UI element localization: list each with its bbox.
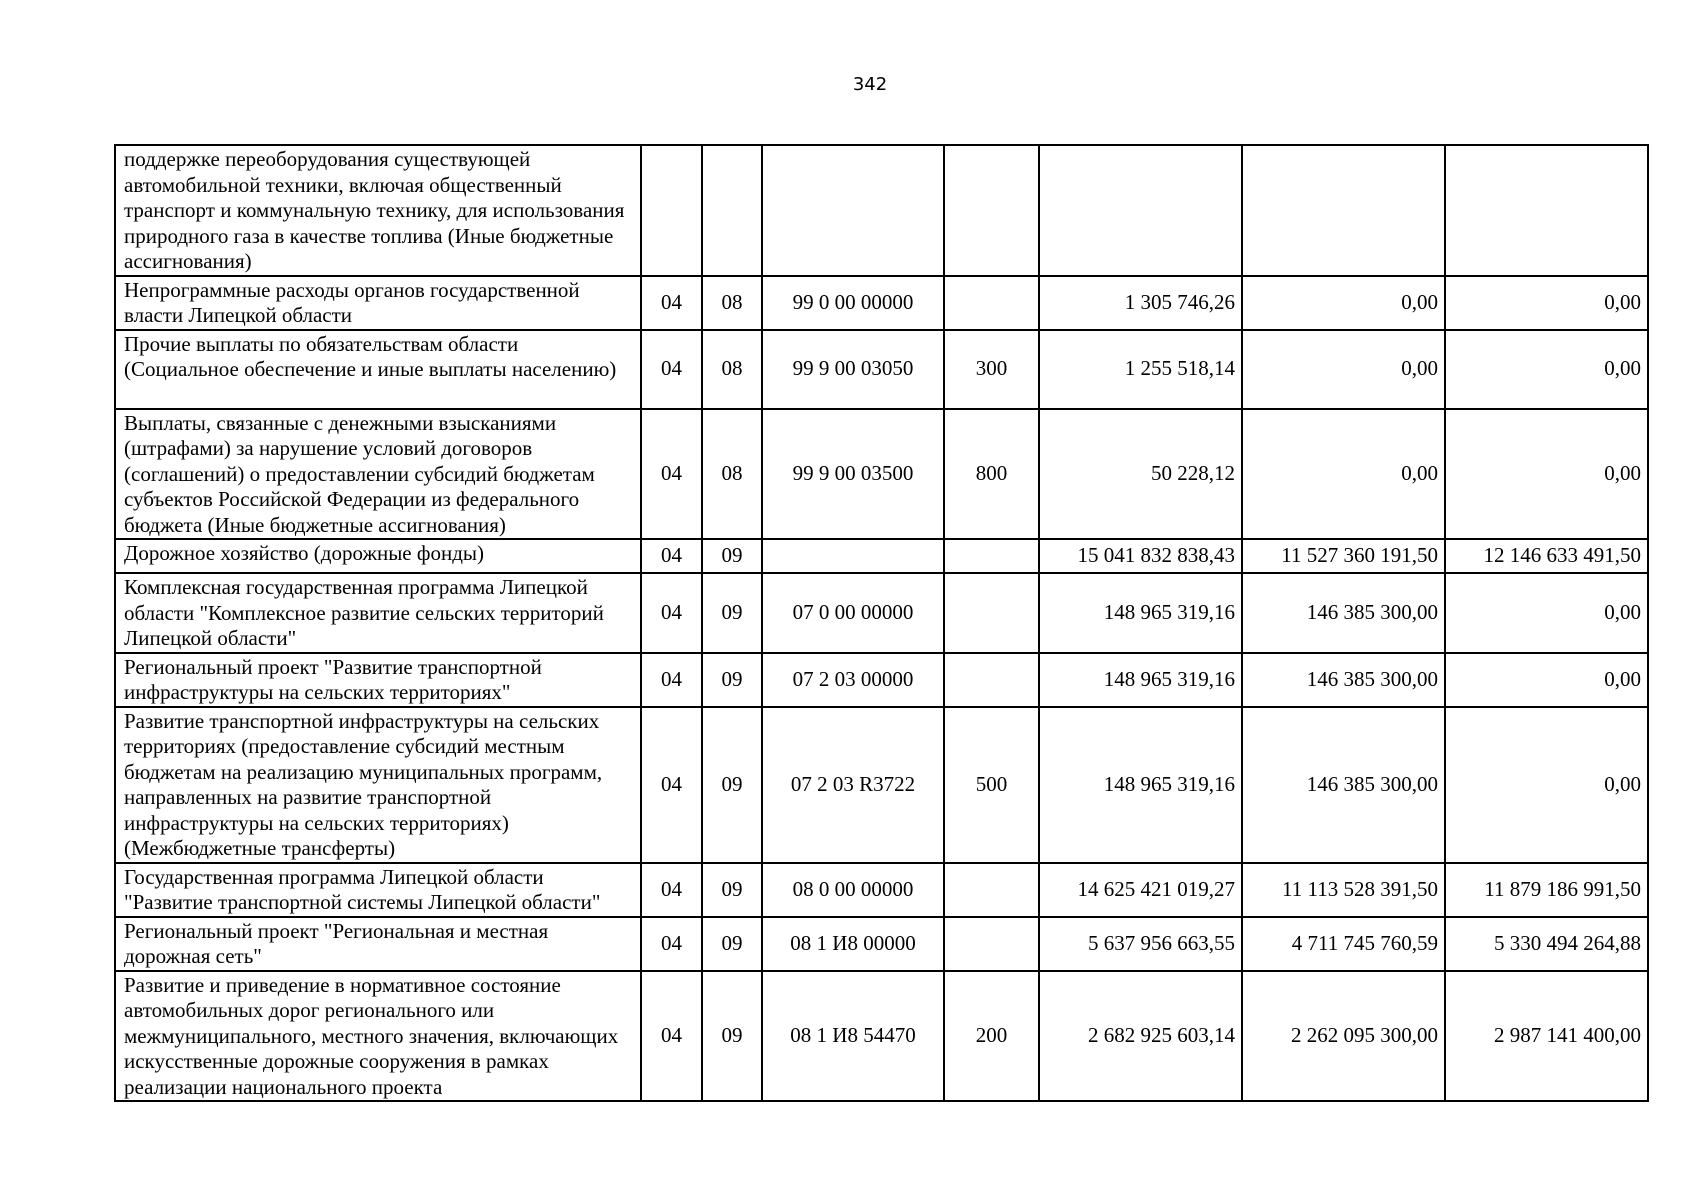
target-article-code: 99 9 00 03050 [762, 330, 944, 409]
target-article-code: 07 0 00 00000 [762, 573, 944, 653]
amount-year-3: 12 146 633 491,50 [1445, 539, 1648, 573]
target-article-code: 08 1 И8 54470 [762, 971, 944, 1102]
expense-type-code [944, 539, 1039, 573]
expense-type-code [944, 276, 1039, 330]
expense-type-code [944, 863, 1039, 917]
subsection-code: 08 [702, 276, 762, 330]
section-code: 04 [641, 917, 702, 971]
section-code [641, 145, 702, 276]
table-row [115, 917, 1648, 971]
amount-year-2 [1242, 145, 1445, 276]
amount-year-2: 2 262 095 300,00 [1242, 971, 1445, 1102]
amount-year-3: 0,00 [1445, 707, 1648, 863]
subsection-code: 08 [702, 409, 762, 540]
row-name: Развитие и приведение в нормативное состояние автомобильных дорог регионального или межмуниципального, местного значения, включающих искусственные дорожные сооружения в рамках реализации национального проекта [115, 971, 641, 1102]
amount-year-2: 146 385 300,00 [1242, 653, 1445, 707]
section-code: 04 [641, 276, 702, 330]
section-code: 04 [641, 707, 702, 863]
row-name: Дорожное хозяйство (дорожные фонды) [115, 539, 641, 573]
expense-type-code: 300 [944, 330, 1039, 409]
section-code: 04 [641, 539, 702, 573]
row-name: Комплексная государственная программа Липецкой области "Комплексное развитие сельских территорий Липецкой области" [115, 573, 641, 653]
amount-year-1: 1 305 746,26 [1039, 276, 1242, 330]
subsection-code: 09 [702, 917, 762, 971]
amount-year-2: 4 711 745 760,59 [1242, 917, 1445, 971]
subsection-code: 09 [702, 539, 762, 573]
table-row [115, 653, 1648, 707]
expense-type-code: 500 [944, 707, 1039, 863]
amount-year-1: 148 965 319,16 [1039, 573, 1242, 653]
amount-year-3: 0,00 [1445, 330, 1648, 409]
expense-type-code [944, 573, 1039, 653]
section-code: 04 [641, 573, 702, 653]
target-article-code: 07 2 03 00000 [762, 653, 944, 707]
row-name: поддержке переоборудования существующей автомобильной техники, включая общественный транспорт и коммунальную технику, для использования природного газа в качестве топлива (Иные бюджетные ассигнования) [115, 145, 641, 276]
amount-year-2: 11 527 360 191,50 [1242, 539, 1445, 573]
amount-year-3: 0,00 [1445, 409, 1648, 540]
amount-year-3: 0,00 [1445, 276, 1648, 330]
target-article-code: 99 9 00 03500 [762, 409, 944, 540]
subsection-code: 09 [702, 653, 762, 707]
target-article-code: 99 0 00 00000 [762, 276, 944, 330]
section-code: 04 [641, 409, 702, 540]
amount-year-3: 11 879 186 991,50 [1445, 863, 1648, 917]
amount-year-2: 0,00 [1242, 276, 1445, 330]
amount-year-1: 50 228,12 [1039, 409, 1242, 540]
target-article-code: 08 1 И8 00000 [762, 917, 944, 971]
amount-year-3: 5 330 494 264,88 [1445, 917, 1648, 971]
section-code: 04 [641, 863, 702, 917]
row-name: Государственная программа Липецкой области "Развитие транспортной системы Липецкой области" [115, 863, 641, 917]
subsection-code: 09 [702, 573, 762, 653]
amount-year-2: 0,00 [1242, 330, 1445, 409]
section-code: 04 [641, 653, 702, 707]
table-row [115, 409, 1648, 540]
amount-year-3 [1445, 145, 1648, 276]
subsection-code: 09 [702, 707, 762, 863]
expense-type-code [944, 145, 1039, 276]
amount-year-1: 148 965 319,16 [1039, 707, 1242, 863]
expense-type-code [944, 653, 1039, 707]
amount-year-2: 146 385 300,00 [1242, 573, 1445, 653]
amount-year-3: 0,00 [1445, 653, 1648, 707]
amount-year-2: 146 385 300,00 [1242, 707, 1445, 863]
amount-year-3: 0,00 [1445, 573, 1648, 653]
table-row [115, 145, 1648, 276]
row-name: Развитие транспортной инфраструктуры на сельских территориях (предоставление субсидий местным бюджетам на реализацию муниципальных программ, направленных на развитие транспортной инфраструктуры на сельских территориях) (Межбюджетные трансферты) [115, 707, 641, 863]
amount-year-1: 15 041 832 838,43 [1039, 539, 1242, 573]
amount-year-1: 5 637 956 663,55 [1039, 917, 1242, 971]
target-article-code [762, 539, 944, 573]
amount-year-2: 0,00 [1242, 409, 1445, 540]
subsection-code: 09 [702, 863, 762, 917]
subsection-code [702, 145, 762, 276]
amount-year-1: 1 255 518,14 [1039, 330, 1242, 409]
expense-type-code: 200 [944, 971, 1039, 1102]
amount-year-1 [1039, 145, 1242, 276]
section-code: 04 [641, 330, 702, 409]
amount-year-1: 14 625 421 019,27 [1039, 863, 1242, 917]
subsection-code: 09 [702, 971, 762, 1102]
expense-type-code [944, 917, 1039, 971]
amount-year-2: 11 113 528 391,50 [1242, 863, 1445, 917]
amount-year-1: 2 682 925 603,14 [1039, 971, 1242, 1102]
table-row [115, 539, 1648, 573]
subsection-code: 08 [702, 330, 762, 409]
table-row [115, 863, 1648, 917]
table-row [115, 707, 1648, 863]
page-number: 342 [852, 74, 888, 95]
table-row [115, 276, 1648, 330]
row-name: Региональный проект "Региональная и местная дорожная сеть" [115, 917, 641, 971]
table-row [115, 330, 1648, 409]
row-name: Непрограммные расходы органов государственной власти Липецкой области [115, 276, 641, 330]
section-code: 04 [641, 971, 702, 1102]
row-name: Прочие выплаты по обязательствам области (Социальное обеспечение и иные выплаты населению) [115, 330, 641, 409]
target-article-code: 08 0 00 00000 [762, 863, 944, 917]
row-name: Выплаты, связанные с денежными взысканиями (штрафами) за нарушение условий договоров (соглашений) о предоставлении субсидий бюджетам субъектов Российской Федерации из федерального бюджета (Иные бюджетные ассигнования) [115, 409, 641, 540]
expense-type-code: 800 [944, 409, 1039, 540]
target-article-code [762, 145, 944, 276]
row-name: Региональный проект "Развитие транспортной инфраструктуры на сельских территориях" [115, 653, 641, 707]
table-row [115, 573, 1648, 653]
target-article-code: 07 2 03 R3722 [762, 707, 944, 863]
budget-table [114, 144, 1649, 1102]
table-row [115, 971, 1648, 1102]
amount-year-1: 148 965 319,16 [1039, 653, 1242, 707]
amount-year-3: 2 987 141 400,00 [1445, 971, 1648, 1102]
